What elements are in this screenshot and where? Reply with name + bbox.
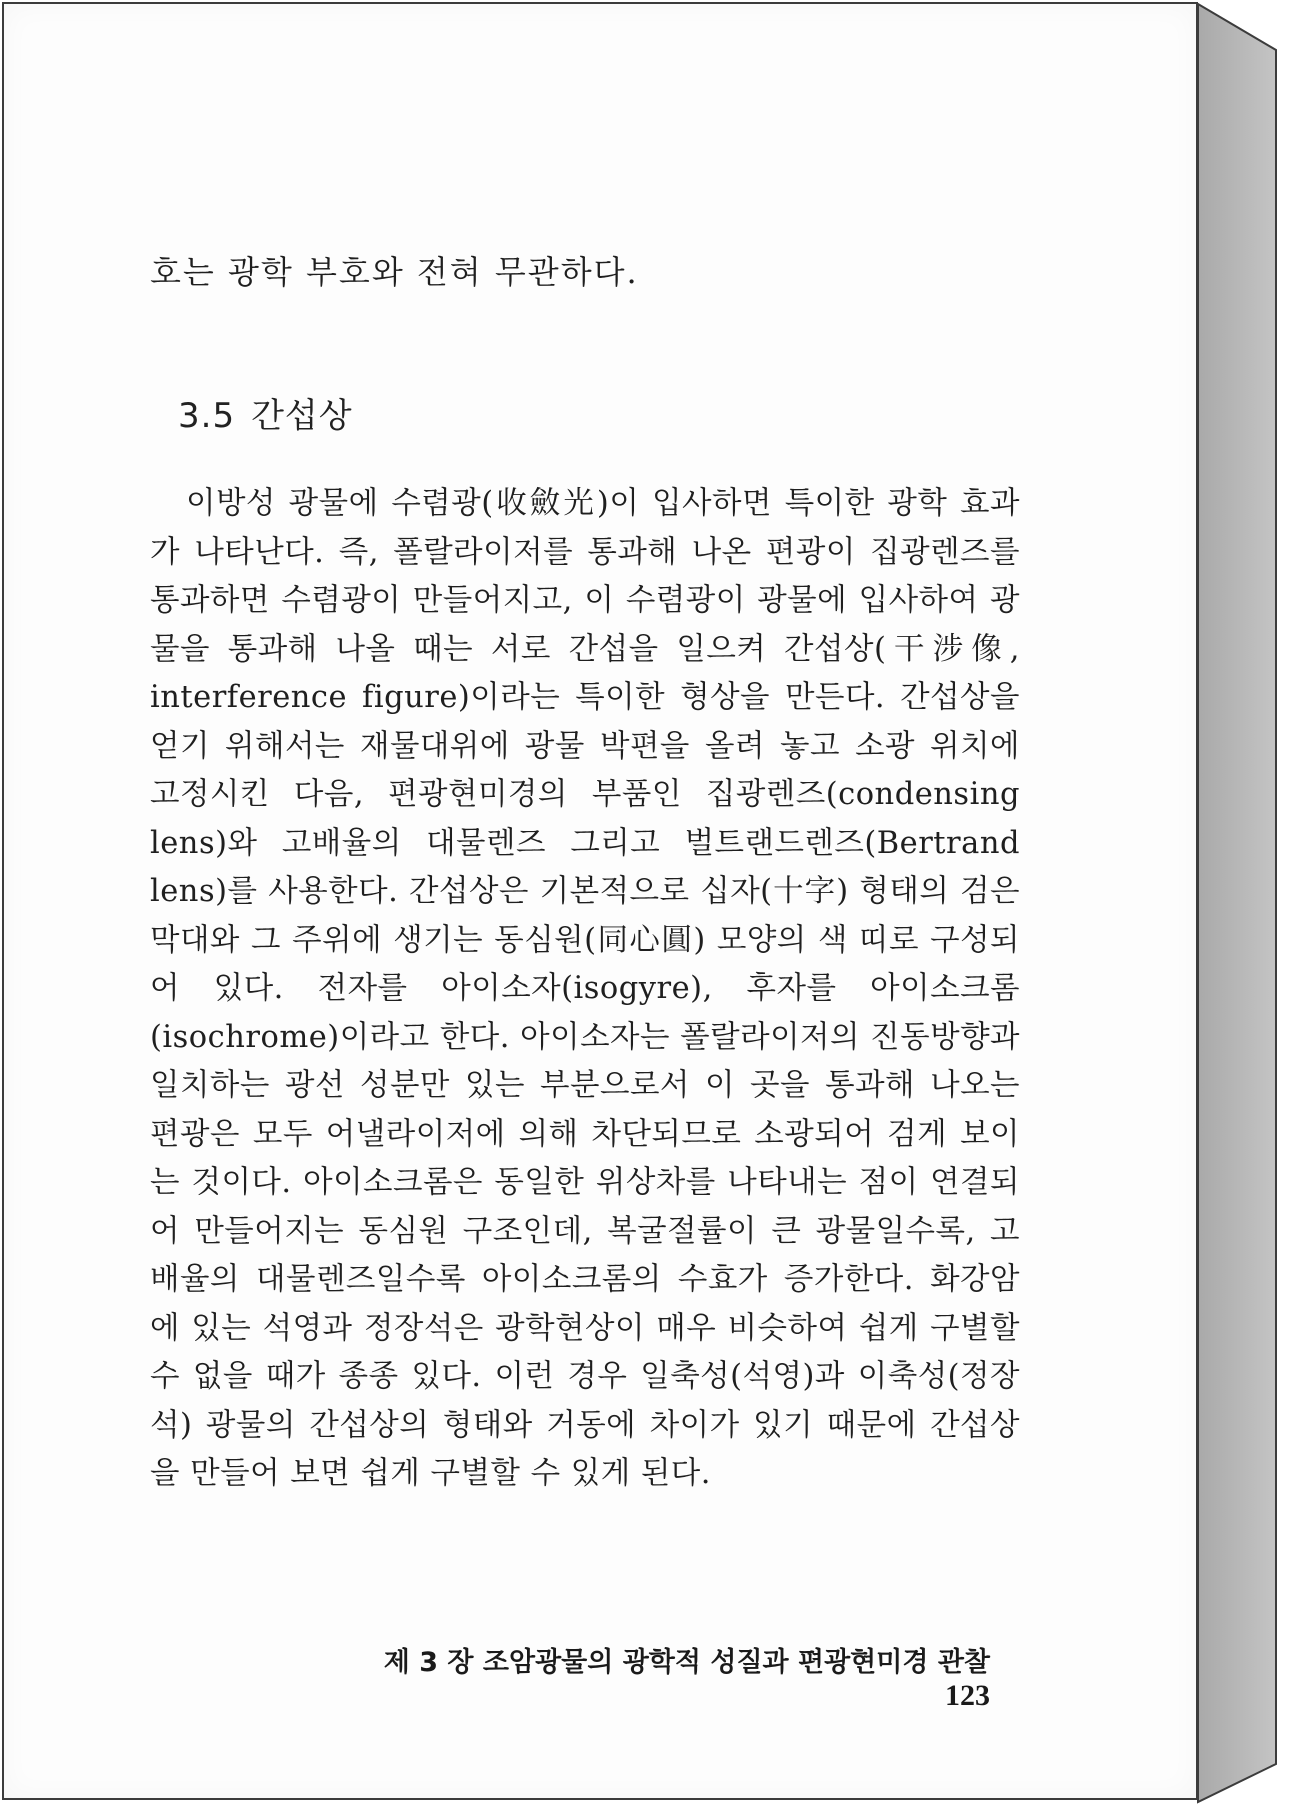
- section-heading: [178, 388, 353, 437]
- running-title: 제 3 장 조암광물의 광학적 성질과 편광현미경 관찰: [383, 1647, 990, 1678]
- section-number: 3.5: [178, 396, 236, 436]
- page-footer: [340, 1640, 990, 1713]
- page-number: 123: [945, 1679, 990, 1712]
- body-paragraph: 이방성 광물에 수렴광(收斂光)이 입사하면 특이한 광학 효과가 나타난다. 즉, 폴랄라이저를 통과해 나온 편광이 집광렌즈를 통과하면 수렴광이 만들어지고, 이 수렴광이 광물에 입사하여 광물을 통과해 나올 때는 서로 간섭을 일으켜 간섭상(干涉像, interference figure)이라는 특이한 형상을 만든다. 간섭상을 얻기 위해서는 재물대위에 광물 박편을 올려 놓고 소광 위치에 고정시킨 다음, 편광현미경의 부품인 집광렌즈(condensing lens)와 고배율의 대물렌즈 그리고 벌트랜드렌즈(Bertrand lens)를 사용한다. 간섭상은 기본적으로 십자(十字) 형태의 검은 막대와 그 주위에 생기는 동심원(同心圓) 모양의 색 띠로 구성되어 있다. 전자를 아이소자(isogyre), 후자를 아이소크롬(isochrome)이라고 한다. 아이소자는 폴랄라이저의 진동방향과 일치하는 광선 성분만 있는 부분으로서 이 곳을 통과해 나오는 편광은 모두 어낼라이저에 의해 차단되므로 소광되어 검게 보이는 것이다. 아이소크롬은 동일한 위상차를 나타내는 점이 연결되어 만들어지는 동심원 구조인데, 복굴절률이 큰 광물일수록, 고배율의 대물렌즈일수록 아이소크롬의 수효가 증가한다. 화강암에 있는 석영과 정장석은 광학현상이 매우 비슷하여 쉽게 구별할 수 없을 때가 종종 있다. 이런 경우 일축성(석영)과 이축성(정장석) 광물의 간섭상의 형태와 거동에 차이가 있기 때문에 간섭상을 만들어 보면 쉽게 구별할 수 있게 된다.: [150, 486, 1020, 1491]
- book-edge-side: [1198, 4, 1276, 1802]
- section-title: 간섭상: [251, 396, 353, 436]
- continuation-line: 호는 광학 부호와 전혀 무관하다.: [150, 253, 639, 291]
